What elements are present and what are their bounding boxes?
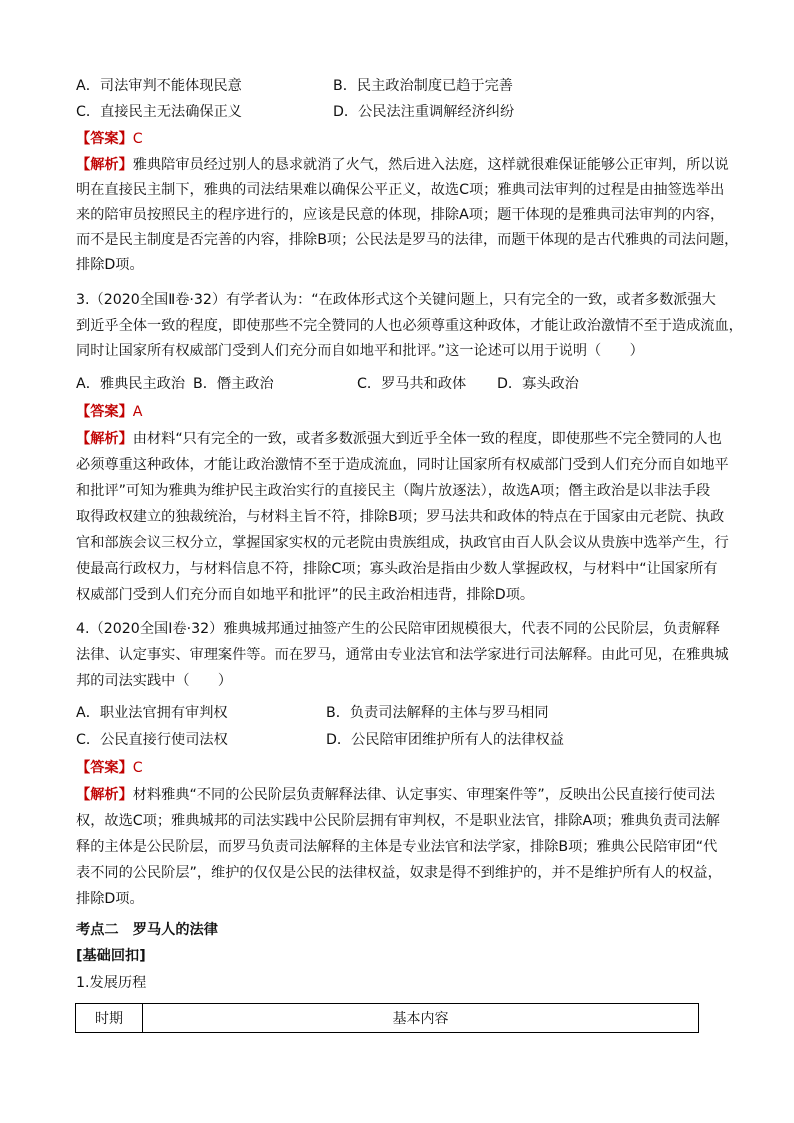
q4-analysis-line: 表不同的公民阶层”，维护的仅仅是公民的法律权益，奴隶是得不到维护的，并不是维护所有人的权益， xyxy=(76,865,722,881)
q3-answer xyxy=(76,402,726,422)
history-table xyxy=(75,1003,699,1033)
q4-answer xyxy=(76,758,726,778)
q4-analysis-line xyxy=(76,785,726,805)
analysis-text: 材料雅典“不同的公民阶层负责解释法律、认定事实、审理案件等”，反映出公民直接行使司法 xyxy=(132,787,715,803)
q3-analysis-line xyxy=(76,429,726,449)
answer-value: A xyxy=(132,404,143,420)
analysis-text: 由材料“只有完全的一致，或者多数派强大到近乎全体一致的程度，即使那些不完全赞同的人也 xyxy=(132,431,722,447)
q4-analysis-line: 排除D项。 xyxy=(76,891,144,907)
section-item-heading: 1.发展历程 xyxy=(76,975,147,991)
section-subtitle: [基础回扣] xyxy=(76,948,146,964)
q4-stem-line: 4.（2020全国Ⅰ卷·32）雅典城邦通过抽签产生的公民陪审团规模很大，代表不同的公民阶层，负责解释 xyxy=(76,621,720,637)
q3-analysis-line: 和批评”可知为雅典为维护民主政治实行的直接民主（陶片放逐法），故选A项；僭主政治是以非法手段 xyxy=(76,483,711,499)
q2-analysis-line xyxy=(76,155,729,175)
q2-analysis-line: 而不是民主制度是否完善的内容，排除B项；公民法是罗马的法律，而题干体现的是古代雅典的司法问题， xyxy=(76,232,739,248)
section-title: 考点二 罗马人的法律 xyxy=(76,922,218,938)
q3-option-a: A．雅典民主政治 xyxy=(76,376,186,392)
q3-analysis-line: 权威部门受到人们充分而自如地平和批评”的民主政治相违背，排除D项。 xyxy=(76,587,535,603)
q4-stem-line: 邦的司法实践中（ ） xyxy=(76,673,233,689)
q3-stem-line: 到近乎全体一致的程度，即使那些不完全赞同的人也必须尊重这种政体，才能让政治激情不至于造成流血， xyxy=(76,318,743,334)
q2-option-b: B．民主政治制度已趋于完善 xyxy=(333,78,513,94)
table-header-period: 时期 xyxy=(76,1004,143,1032)
q4-analysis-line: 权，故选C项；雅典城邦的司法实践中公民阶层拥有审判权，不是职业法官，排除A项；雅典负责司法解 xyxy=(76,813,720,829)
q2-option-d: D．公民法注重调解经济纠纷 xyxy=(333,104,515,120)
analysis-label: 【解析】 xyxy=(76,431,133,447)
q2-option-c: C．直接民主无法确保正义 xyxy=(76,104,242,120)
table-header-content: 基本内容 xyxy=(392,1011,449,1027)
q2-analysis-line: 来的陪审员按照民主的程序进行的，应该是民意的体现，排除A项；题干体现的是雅典司法审判的内容， xyxy=(76,207,725,223)
q2-analysis-line: 明在直接民主制下，雅典的司法结果难以确保公平正义，故选C项；雅典司法审判的过程是由抽签选举出 xyxy=(76,182,725,198)
q3-stem-line: 同时让国家所有权威部门受到人们充分而自如地平和批评。”这一论述可以用于说明（ ） xyxy=(76,343,644,359)
answer-label: 【答案】 xyxy=(76,131,133,147)
q4-analysis-line: 释的主体是公民阶层，而罗马负责司法解释的主体是专业法官和法学家，排除B项；雅典公民陪审团“代 xyxy=(76,839,718,855)
analysis-label: 【解析】 xyxy=(76,787,133,803)
q2-option-a: A．司法审判不能体现民意 xyxy=(76,78,242,94)
answer-label: 【答案】 xyxy=(76,760,133,776)
answer-label: 【答案】 xyxy=(76,404,133,420)
analysis-label: 【解析】 xyxy=(76,157,133,173)
q4-option-d: D．公民陪审团维护所有人的法律权益 xyxy=(326,732,564,748)
q4-option-c: C．公民直接行使司法权 xyxy=(76,732,228,748)
answer-value: C xyxy=(132,760,143,776)
q2-analysis-line: 排除D项。 xyxy=(76,257,144,273)
q3-analysis-line: 必须尊重这种政体，才能让政治激情不至于造成流血，同时让国家所有权威部门受到人们充分而自如地平 xyxy=(76,457,729,473)
answer-value: C xyxy=(132,131,143,147)
q4-option-a: A．职业法官拥有审判权 xyxy=(76,705,228,721)
q3-analysis-line: 取得政权建立的独裁统治，与材料主旨不符，排除B项；罗马法共和政体的特点在于国家由元老院、执政 xyxy=(76,509,725,525)
q3-option-c: C．罗马共和政体 xyxy=(357,376,467,392)
q3-stem-line: 3.（2020全国Ⅱ卷·32）有学者认为：“在政体形式这个关键问题上，只有完全的一致，或者多数派强大 xyxy=(76,292,716,308)
q3-option-b: B．僭主政治 xyxy=(193,376,274,392)
q3-analysis-line: 使最高行政权力，与材料信息不符，排除C项；寡头政治是指由少数人掌握政权，与材料中“让国家所有 xyxy=(76,561,718,577)
q2-answer xyxy=(76,129,726,149)
q4-option-b: B．负责司法解释的主体与罗马相同 xyxy=(326,705,549,721)
q4-stem-line: 法律、认定事实、审理案件等。而在罗马，通常由专业法官和法学家进行司法解释。由此可见，在雅典城 xyxy=(76,647,729,663)
analysis-text: 雅典陪审员经过别人的恳求就消了火气，然后进入法庭，这样就很难保证能够公正审判，所以说 xyxy=(132,157,729,173)
q3-analysis-line: 官和部族会议三权分立，掌握国家实权的元老院由贵族组成，执政官由百人队会议从贵族中选举产生，行 xyxy=(76,535,729,551)
q3-option-d: D．寡头政治 xyxy=(497,376,579,392)
